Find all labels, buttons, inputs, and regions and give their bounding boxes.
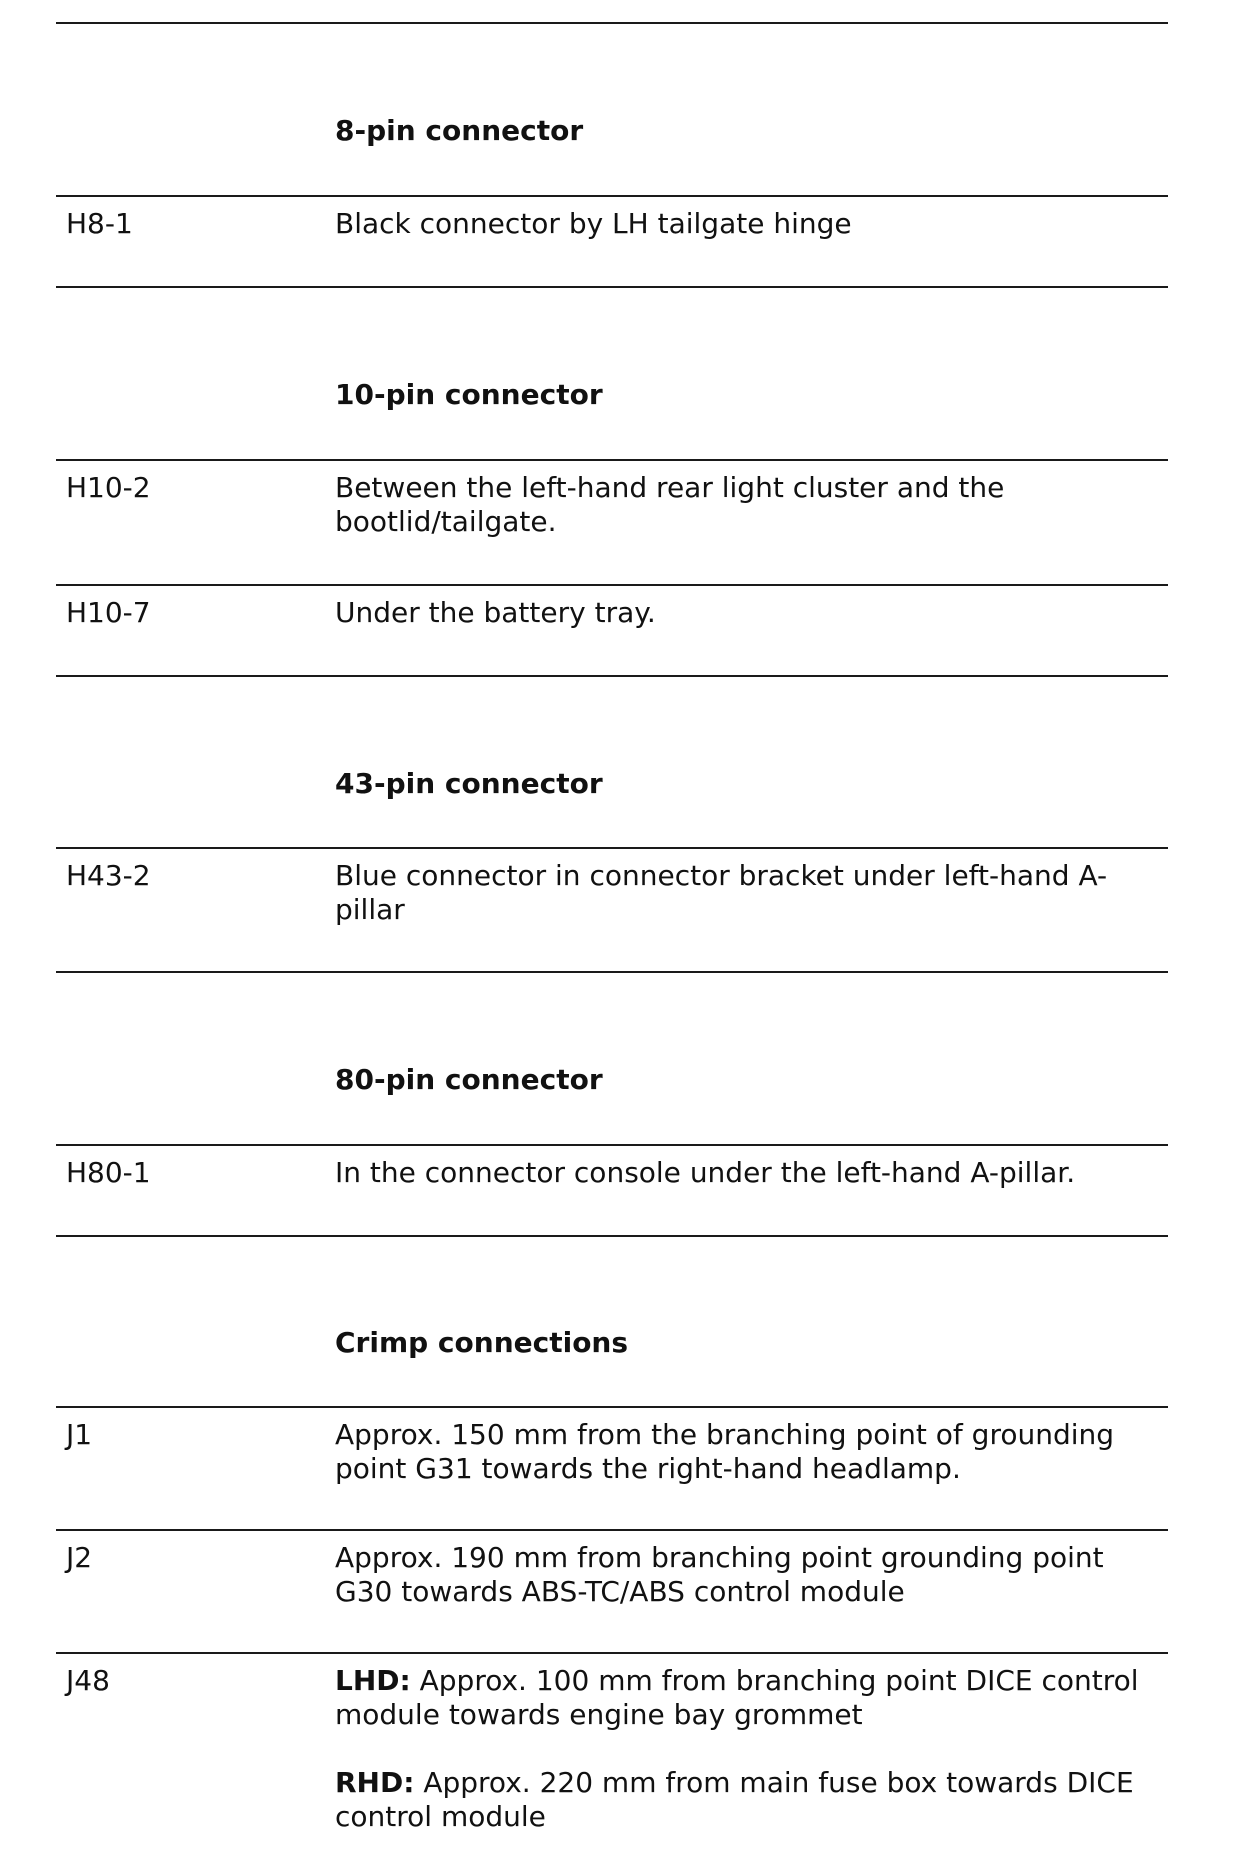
section-heading-crimp-connections: Crimp connections (335, 1326, 629, 1359)
connector-code: J2 (66, 1541, 93, 1574)
connector-code: H8-1 (66, 207, 133, 240)
connector-code: J48 (66, 1664, 110, 1697)
rhd-label: RHD: (335, 1766, 415, 1799)
connector-location: Between the left-hand rear light cluster and the bootlid/tailgate. (335, 471, 1005, 538)
connector-code: H80-1 (66, 1156, 151, 1189)
lhd-label: LHD: (335, 1664, 411, 1697)
divider-line (56, 1144, 1168, 1146)
connector-code: J1 (66, 1418, 93, 1451)
divider-line (56, 1406, 1168, 1408)
connector-location: Approx. 190 mm from branching point grounding point G30 towards ABS-TC/ABS control module (335, 1541, 1104, 1608)
connector-code: H10-2 (66, 471, 151, 504)
connector-location: Blue connector in connector bracket under left-hand A-pillar (335, 859, 1108, 926)
divider-line (56, 971, 1168, 973)
section-heading-43-pin: 43-pin connector (335, 767, 603, 800)
divider-line (56, 675, 1168, 677)
connector-location (335, 1664, 1185, 1834)
connector-location: Approx. 150 mm from the branching point of grounding point G31 towards the right-hand headlamp. (335, 1418, 1115, 1485)
divider-line (56, 459, 1168, 461)
section-heading-8-pin: 8-pin connector (335, 114, 584, 147)
divider-line (56, 1529, 1168, 1531)
rhd-note (335, 1766, 1185, 1834)
section-heading-80-pin: 80-pin connector (335, 1063, 603, 1096)
divider-line (56, 847, 1168, 849)
divider-line (56, 584, 1168, 586)
section-heading-10-pin: 10-pin connector (335, 378, 603, 411)
connector-code: H43-2 (66, 859, 151, 892)
lhd-text: Approx. 100 mm from branching point DICE control module towards engine bay grommet (335, 1664, 1139, 1731)
divider-line (56, 1652, 1168, 1654)
connector-location: Black connector by LH tailgate hinge (335, 207, 852, 240)
connector-location: In the connector console under the left-hand A-pillar. (335, 1156, 1076, 1189)
connector-location: Under the battery tray. (335, 596, 656, 629)
divider-line (56, 286, 1168, 288)
divider-line (56, 22, 1168, 24)
connector-code: H10-7 (66, 596, 151, 629)
divider-line (56, 195, 1168, 197)
lhd-note (335, 1664, 1185, 1732)
rhd-text: Approx. 220 mm from main fuse box towards DICE control module (335, 1766, 1134, 1833)
divider-line (56, 1235, 1168, 1237)
